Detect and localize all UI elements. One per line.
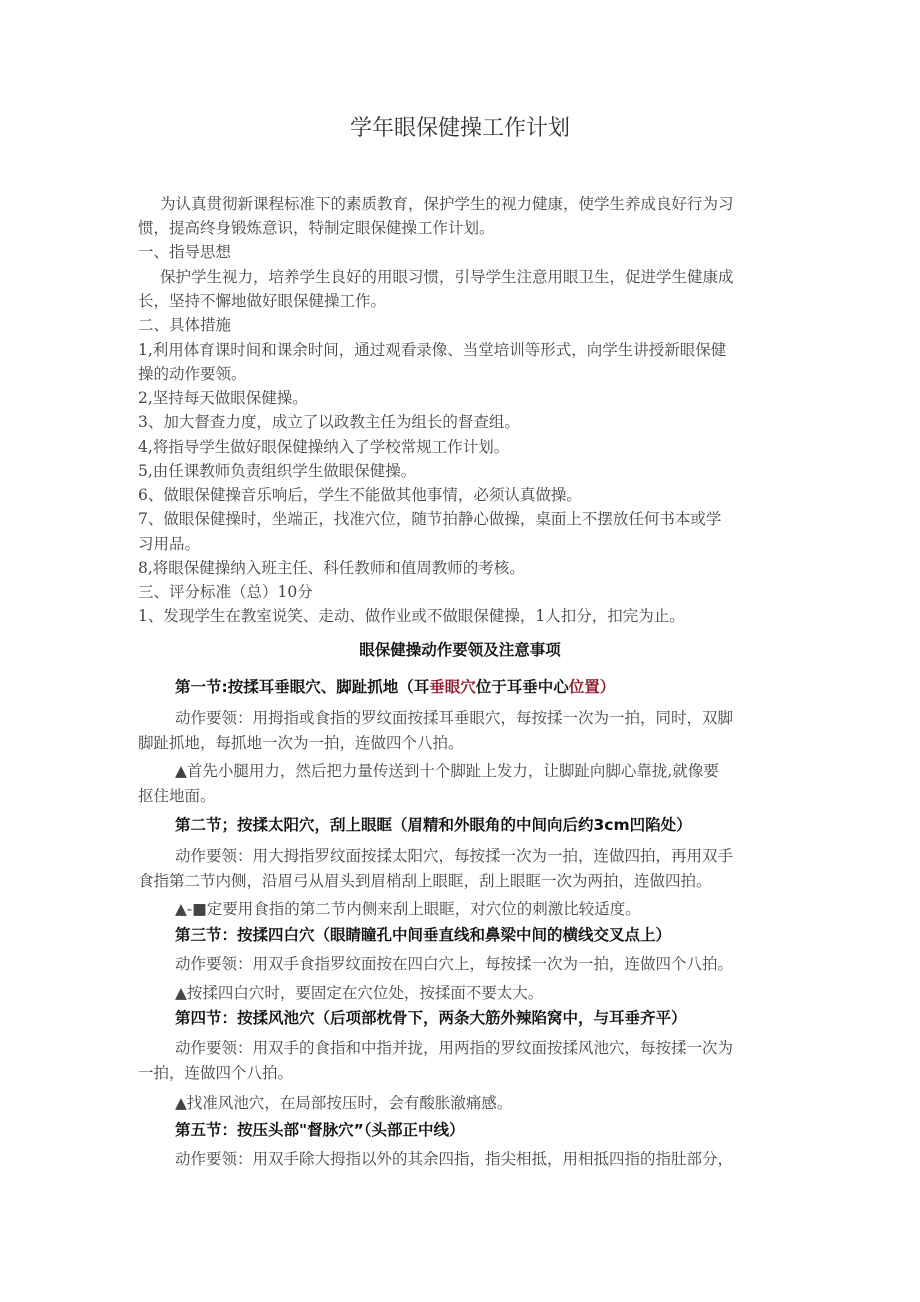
intro-line-2: 惯，提高终身锻炼意识，特制定眼保健操工作计划。 xyxy=(138,219,495,237)
intro-line-1: 为认真贯彻新课程标准下的素质教育，保护学生的视力健康，使学生养成良好行为习 xyxy=(160,195,734,213)
section-one-action-line-2: 脚趾抓地，每抓地一次为一拍，连做四个八拍。 xyxy=(138,734,464,752)
section-five-action-line-1: 动作要领：用双手除大拇指以外的其余四指，指尖相抵，用相抵四指的指肚部分， xyxy=(175,1150,734,1168)
section-two-action-line-2: 食指第二节内侧，沿眉弓从眉头到眉梢刮上眼眶，刮上眼眶一次为两拍，连做四拍。 xyxy=(138,872,712,890)
section-2-heading: 二、具体措施 xyxy=(138,316,232,334)
section-one-note-line-2: 抠住地面。 xyxy=(138,787,216,805)
measure-1-line-2: 操的动作要领。 xyxy=(138,365,247,383)
section-four-action-line-1: 动作要领：用双手的食指和中指并拢，用两指的罗纹面按揉风池穴，每按揉一次为 xyxy=(175,1039,734,1057)
section-four-heading: 第四节：按揉风池穴（后项部枕骨下，两条大筋外辣陷窝中，与耳垂齐平） xyxy=(175,1009,687,1027)
measure-2: 2,坚持每天做眼保健操。 xyxy=(138,389,308,407)
section-3-heading: 三、评分标准（总）10分 xyxy=(138,583,313,601)
section-1-line-2: 长，坚持不懈地做好眼保健操工作。 xyxy=(138,292,387,310)
measure-4: 4,将指导学生做好眼保健操纳入了学校常规工作计划。 xyxy=(138,438,510,456)
measure-7-line-2: 习用品。 xyxy=(138,535,201,553)
section-one-heading-part-b: 垂眼穴 xyxy=(429,678,476,696)
measure-1-line-1: 1,利用体育课时间和课余时间，通过观看录像、当堂培训等形式，向学生讲授新眼保健 xyxy=(138,341,727,359)
section-1-heading: 一、指导思想 xyxy=(138,243,232,261)
section-1-line-1: 保护学生视力，培养学生良好的用眼习惯，引导学生注意用眼卫生，促进学生健康成 xyxy=(160,268,734,286)
section-three-note: ▲按揉四白穴时，要固定在穴位处，按揉面不要太大。 xyxy=(175,984,544,1002)
section-one-action-line-1: 动作要领：用拇指或食指的罗纹面按揉耳垂眼穴，每按揉一次为一拍，同时，双脚 xyxy=(175,709,734,727)
section-three-heading: 第三节：按揉四白穴（眼睛瞳孔中间垂直线和鼻梁中间的横线交叉点上） xyxy=(175,926,672,944)
scoring-item-1: 1、发现学生在教室说笑、走动、做作业或不做眼保健操，1人扣分，扣完为止。 xyxy=(138,607,685,625)
section-one-heading xyxy=(175,677,615,697)
measure-3: 3、加大督查力度，成立了以政教主任为组长的督查组。 xyxy=(138,413,520,431)
section-four-note: ▲找准风池穴，在局部按压时，会有酸胀澈痛感。 xyxy=(175,1094,513,1112)
section-two-note: ▲-■定要用食指的第二节内侧来刮上眼眶，对穴位的刺激比较适度。 xyxy=(175,900,641,918)
measure-5: 5,由任课教师负责组织学生做眼保健操。 xyxy=(138,462,417,480)
section-one-note-line-1: ▲首先小腿用力，然后把力量传送到十个脚趾上发力，让脚趾向脚心靠拢,就像要 xyxy=(175,762,719,780)
measure-7-line-1: 7、做眼保健操时，坐端正，找准穴位，随节拍静心做操，桌面上不摆放任何书本或学 xyxy=(138,510,722,528)
exercise-subtitle: 眼保健操动作要领及注意事项 xyxy=(359,641,561,659)
section-five-heading: 第五节：按压头部"督脉穴”（头部正中线） xyxy=(175,1121,465,1139)
measure-6: 6、做眼保健操音乐响后，学生不能做其他事情，必须认真做操。 xyxy=(138,486,582,504)
section-one-heading-part-c: 位于耳垂中心 xyxy=(475,678,569,696)
section-two-action-line-1: 动作要领：用大拇指罗纹面按揉太阳穴，每按揉一次为一拍，连做四拍，再用双手 xyxy=(175,847,734,865)
section-three-action: 动作要领：用双手食指罗纹面按在四白穴上，每按揉一次为一拍，连做四个八拍。 xyxy=(175,955,734,973)
section-four-action-line-2: 一拍，连做四个八拍。 xyxy=(138,1064,294,1082)
section-one-heading-part-a: 第一节:按揉耳垂眼穴、脚趾抓地（耳 xyxy=(175,678,430,696)
page-title: 学年眼保健操工作计划 xyxy=(349,116,570,141)
section-two-heading: 第二节；按揉太阳穴，刮上眼眶（眉精和外眼角的中间向后约3cm凹陷处） xyxy=(175,816,692,834)
section-one-heading-part-d: 位置） xyxy=(568,678,616,696)
measure-8: 8,将眼保健操纳入班主任、科任教师和值周教师的考核。 xyxy=(138,559,525,577)
